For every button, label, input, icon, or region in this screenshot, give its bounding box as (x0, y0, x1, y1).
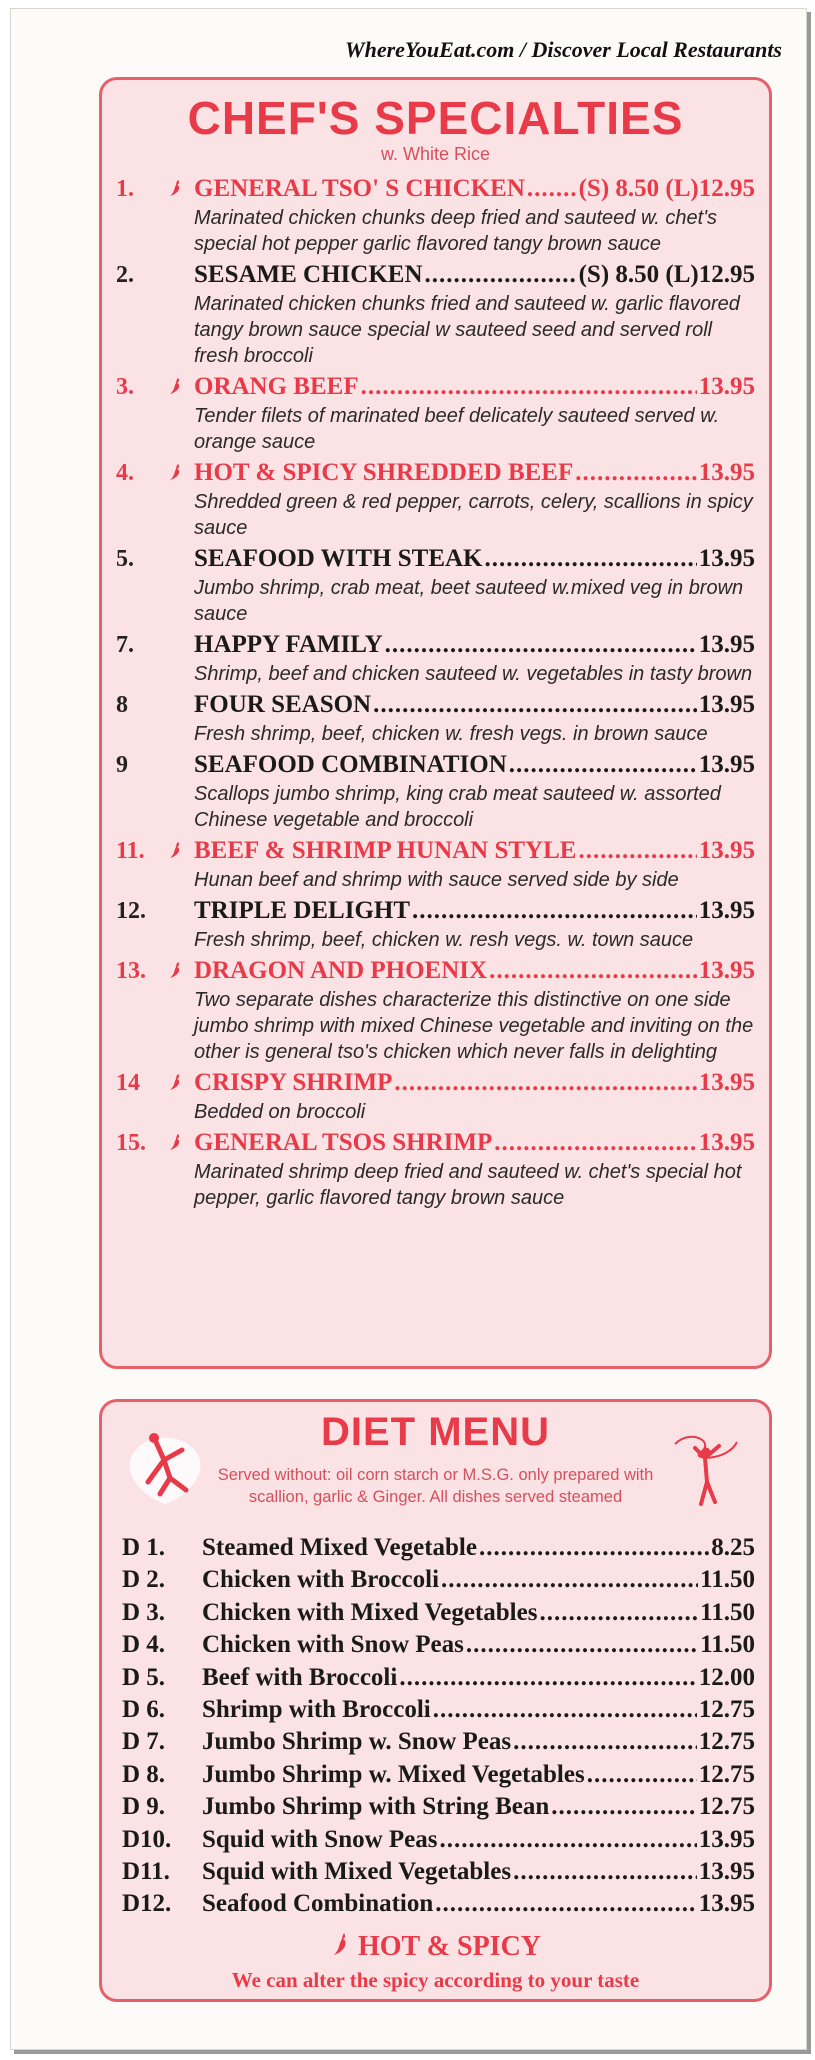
item-name: Seafood Combination (202, 1890, 434, 1918)
item-price: 13.95 (698, 1858, 755, 1886)
dot-leader (489, 955, 697, 987)
item-name: Jumbo Shrimp w. Snow Peas (202, 1728, 512, 1756)
item-price: 13.95 (698, 545, 755, 572)
diet-item (122, 1888, 755, 1920)
item-name: TRIPLE DELIGHT (194, 897, 411, 924)
item-number: D 8. (122, 1760, 166, 1788)
diet-item (122, 1694, 755, 1726)
dot-leader (440, 1824, 697, 1856)
item-row (194, 543, 755, 575)
item-number: 3. (116, 374, 134, 400)
item-price: 13.95 (698, 459, 755, 486)
item-name: CRISPY SHRIMP (194, 1069, 393, 1096)
diet-item (122, 1662, 755, 1694)
item-price: (S) 8.50 (L)12.95 (578, 261, 755, 288)
item-number: 2. (116, 262, 134, 288)
item-price: (S) 8.50 (L)12.95 (578, 175, 755, 202)
chili-pepper-icon (168, 1133, 184, 1151)
hot-spicy-legend (102, 1931, 769, 1963)
diet-menu-note: Served without: oil corn starch or M.S.G. only prepared with scallion, garlic & Ginger. All dishes served steamed (217, 1466, 654, 1506)
item-price: 12.00 (698, 1663, 755, 1691)
item-number: D 6. (122, 1696, 166, 1724)
dot-leader (466, 1629, 698, 1661)
chef-item (102, 371, 769, 455)
item-name: HAPPY FAMILY (194, 631, 383, 658)
item-description: Shredded green & red pepper, carrots, celery, scallions in spicy sauce (194, 491, 753, 539)
chili-pepper-icon (168, 377, 184, 395)
item-name: Chicken with Snow Peas (202, 1631, 464, 1659)
item-price: 11.50 (700, 1598, 755, 1626)
item-row (194, 457, 755, 489)
item-name: Beef with Broccoli (202, 1663, 398, 1691)
item-description: Jumbo shrimp, crab meat, beet sauteed w.mixed veg in brown sauce (194, 577, 744, 625)
dot-leader (509, 749, 697, 781)
item-name: Jumbo Shrimp w. Mixed Vegetables (202, 1760, 585, 1788)
item-name: FOUR SEASON (194, 691, 372, 718)
diet-item (122, 1564, 755, 1596)
hot-spicy-label: HOT & SPICY (357, 1930, 542, 1962)
dot-leader (479, 1532, 709, 1564)
chili-pepper-icon (168, 179, 184, 197)
dot-leader (394, 1067, 696, 1099)
item-row (194, 835, 755, 867)
item-number: 8 (116, 692, 128, 718)
item-description: Fresh shrimp, beef, chicken w. fresh vegs. in brown sauce (194, 723, 708, 745)
item-name: DRAGON AND PHOENIX (194, 957, 488, 984)
dot-leader (539, 1597, 698, 1629)
chef-item (102, 543, 769, 627)
item-description: Fresh shrimp, beef, chicken w. resh vegs. w. town sauce (194, 929, 694, 951)
item-description: Scallops jumbo shrimp, king crab meat sauteed w. assorted Chinese vegetable and broccoli (194, 783, 721, 831)
item-price: 13.95 (698, 373, 755, 400)
dot-leader (494, 1127, 697, 1159)
chef-item (102, 457, 769, 541)
dot-leader (527, 173, 577, 205)
chili-pepper-icon (168, 1073, 184, 1091)
item-name: SEAFOOD WITH STEAK (194, 545, 483, 572)
item-number: D 3. (122, 1598, 166, 1626)
item-price: 13.95 (698, 1129, 755, 1156)
item-number: 1. (116, 176, 134, 202)
item-price: 13.95 (698, 1069, 755, 1096)
item-number: D 2. (122, 1566, 166, 1594)
item-row (194, 749, 755, 781)
item-price: 8.25 (711, 1534, 755, 1561)
diet-item (122, 1629, 755, 1661)
item-number: 15. (116, 1130, 146, 1156)
item-number: 9 (116, 752, 128, 778)
item-number: D 9. (122, 1793, 166, 1821)
dot-leader (575, 457, 697, 489)
dot-leader (399, 1662, 696, 1694)
chef-item (102, 629, 769, 687)
item-name: BEEF & SHRIMP HUNAN STYLE (194, 837, 577, 864)
item-price: 13.95 (698, 751, 755, 778)
item-description: Marinated shrimp deep fried and sauteed w. chet's special hot pepper, garlic flavored tangy brown sauce (194, 1161, 742, 1209)
item-price: 12.75 (698, 1760, 755, 1788)
item-name: Chicken with Broccoli (202, 1566, 440, 1594)
item-row (194, 259, 755, 291)
item-price: 13.95 (698, 1890, 755, 1918)
item-row (194, 629, 755, 661)
item-number: 14 (116, 1070, 140, 1096)
dot-leader (425, 259, 577, 291)
chef-item (102, 173, 769, 257)
dot-leader (412, 895, 697, 927)
chef-item (102, 259, 769, 369)
item-description: Shrimp, beef and chicken sauteed w. vegetables in tasty brown (194, 663, 753, 685)
item-number: 4. (116, 460, 134, 486)
item-number: D 7. (122, 1728, 166, 1756)
dot-leader (485, 543, 697, 575)
item-description: Marinated chicken chunks deep fried and sauteed w. chet's special hot pepper garlic flavored tangy brown sauce (194, 207, 718, 255)
item-name: GENERAL TSO' S CHICKEN (194, 175, 525, 202)
chef-item (102, 955, 769, 1065)
dancer-icon (120, 1420, 210, 1510)
item-number: D11. (122, 1858, 170, 1886)
item-row (194, 895, 755, 927)
item-number: 11. (116, 838, 145, 864)
item-row (194, 689, 755, 721)
diet-item (122, 1532, 755, 1564)
item-price: 13.95 (698, 837, 755, 864)
item-number: 12. (116, 898, 146, 924)
item-number: D 4. (122, 1631, 166, 1659)
dot-leader (551, 1791, 696, 1823)
dot-leader (513, 1726, 697, 1758)
item-name: HOT & SPICY SHREDDED BEEF (194, 459, 574, 486)
dot-leader (513, 1856, 697, 1888)
dot-leader (435, 1888, 696, 1920)
diet-menu-title: DIET MENU (321, 1410, 550, 1454)
item-price: 13.95 (698, 691, 755, 718)
chefs-specialties-panel (99, 77, 772, 1369)
item-price: 13.95 (698, 631, 755, 658)
dot-leader (385, 629, 697, 661)
chefs-specialties-subtitle: w. White Rice (380, 144, 491, 164)
chili-pepper-icon (168, 841, 184, 859)
item-description: Hunan beef and shrimp with sauce served side by side (194, 869, 679, 891)
item-name: GENERAL TSOS SHRIMP (194, 1129, 493, 1156)
dot-leader (433, 1694, 697, 1726)
diet-item-list (102, 1532, 769, 1921)
site-watermark: WhereYouEat.com / Discover Local Restaurants (345, 37, 782, 62)
item-number: D12. (122, 1890, 172, 1918)
item-price: 11.50 (700, 1566, 755, 1594)
chef-item (102, 1127, 769, 1211)
item-price: 13.95 (698, 897, 755, 924)
diet-item (122, 1791, 755, 1823)
item-name: SEAFOOD COMBINATION (194, 751, 507, 778)
chili-pepper-icon (168, 961, 184, 979)
item-name: Jumbo Shrimp with String Bean (202, 1793, 550, 1821)
item-name: ORANG BEEF (194, 373, 359, 400)
chef-item (102, 835, 769, 893)
item-number: 13. (116, 958, 146, 984)
item-name: SESAME CHICKEN (194, 261, 423, 288)
ribbon-dancer-icon (661, 1422, 751, 1512)
spicy-alter-note: We can alter the spicy according to your taste (231, 1967, 640, 1992)
item-row (194, 371, 755, 403)
item-row (194, 173, 755, 205)
item-number: D 5. (122, 1663, 166, 1691)
diet-menu-panel (99, 1399, 772, 2002)
diet-item (122, 1726, 755, 1758)
chef-item (102, 1067, 769, 1125)
chili-pepper-icon (330, 1931, 352, 1957)
item-row (194, 1127, 755, 1159)
item-name: Steamed Mixed Vegetable (202, 1534, 477, 1561)
chefs-specialties-title: CHEF'S SPECIALTIES (187, 92, 684, 144)
item-number: D10. (122, 1825, 172, 1853)
item-row (194, 1067, 755, 1099)
item-price: 13.95 (698, 957, 755, 984)
item-name: Squid with Mixed Vegetables (202, 1858, 512, 1886)
chef-item-list (102, 173, 769, 1211)
diet-item (122, 1824, 755, 1856)
dot-leader (361, 371, 697, 403)
item-price: 11.50 (700, 1631, 755, 1659)
item-number: 5. (116, 546, 134, 572)
chili-pepper-icon (168, 463, 184, 481)
item-number: D 1. (122, 1534, 166, 1561)
chef-item (102, 895, 769, 953)
item-description: Bedded on broccoli (194, 1101, 366, 1123)
item-description: Marinated chicken chunks fried and sauteed w. garlic flavored tangy brown sauce special w sauteed seed and served roll fresh broccoli (194, 293, 740, 367)
diet-item (122, 1597, 755, 1629)
item-price: 12.75 (698, 1793, 755, 1821)
item-name: Chicken with Mixed Vegetables (202, 1598, 538, 1626)
item-price: 12.75 (698, 1696, 755, 1724)
dot-leader (373, 689, 697, 721)
item-description: Tender filets of marinated beef delicately sauteed served w. orange sauce (194, 405, 720, 453)
item-price: 12.75 (698, 1728, 755, 1756)
diet-item (122, 1759, 755, 1791)
dot-leader (578, 835, 696, 867)
item-description: Two separate dishes characterize this distinctive on one side jumbo shrimp with mixed Chinese vegetable and inviting on the other is general tso's chicken which never falls in delighting (194, 989, 754, 1063)
item-number: 7. (116, 632, 134, 658)
dot-leader (441, 1564, 698, 1596)
chef-item (102, 689, 769, 747)
item-row (194, 955, 755, 987)
diet-item (122, 1856, 755, 1888)
dot-leader (587, 1759, 697, 1791)
item-name: Shrimp with Broccoli (202, 1696, 431, 1724)
chef-item (102, 749, 769, 833)
item-price: 13.95 (698, 1825, 755, 1853)
item-name: Squid with Snow Peas (202, 1825, 438, 1853)
menu-page (10, 8, 807, 2050)
